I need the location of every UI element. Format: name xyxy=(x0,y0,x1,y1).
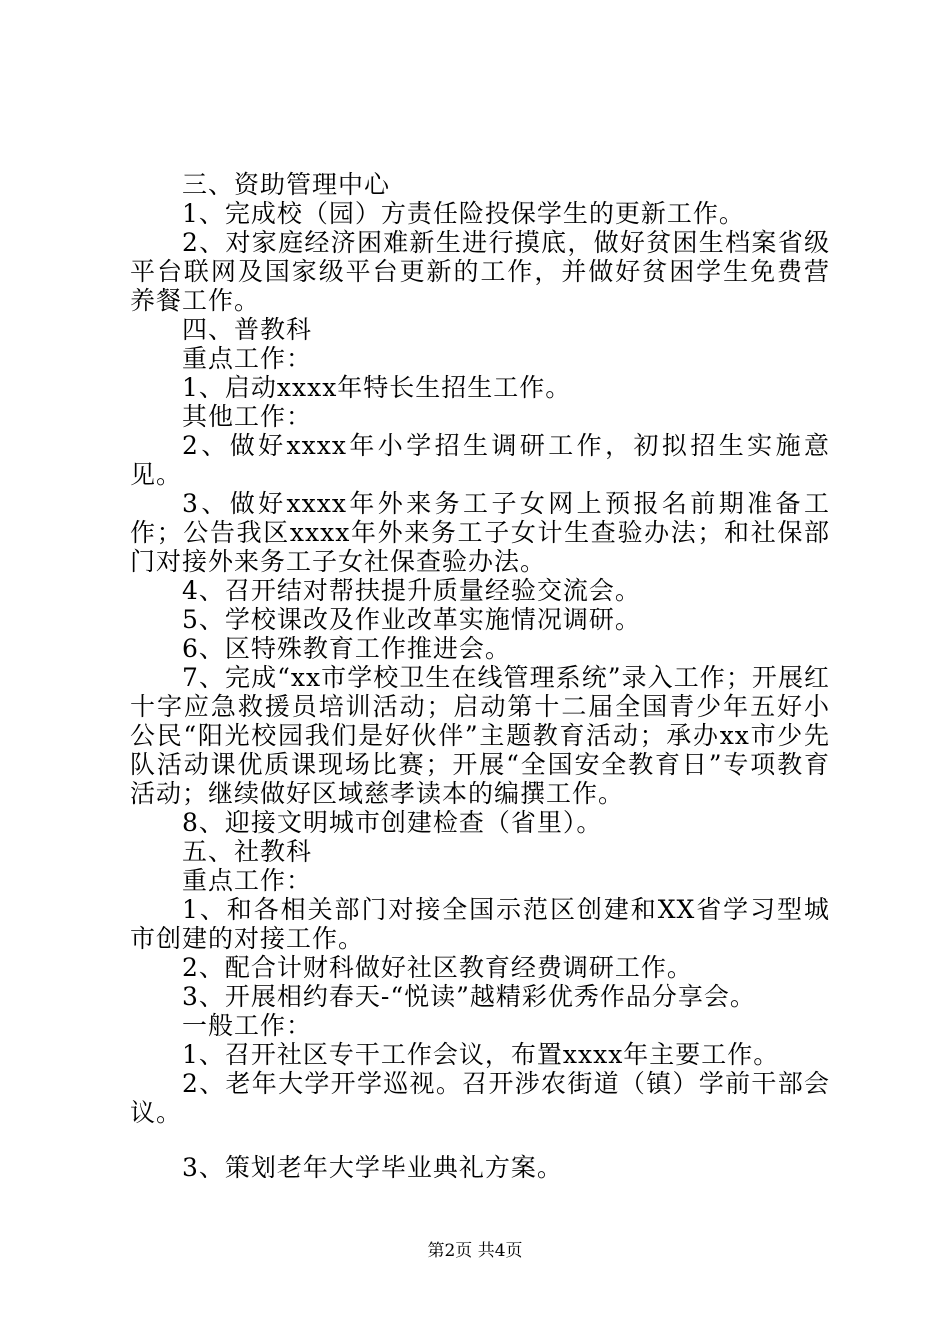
paragraph-item: 5、学校课改及作业改革实施情况调研。 xyxy=(182,605,641,634)
paragraph-item: 3、策划老年大学毕业典礼方案。 xyxy=(182,1153,563,1182)
paragraph-item: 7、完成“xx市学校卫生在线管理系统”录入工作；开展红十字应急救援员培训活动；启动第十二届全国青少年五好小公民“阳光校园我们是好伙伴”主题教育活动；承办xx市少先队活动课优质课现场比赛；开展“全国安全教育日”专项教育活动；继续做好区域慈孝读本的编撰工作。 xyxy=(130,663,830,808)
subheading-general-work: 一般工作： xyxy=(182,1011,313,1040)
paragraph-item: 6、区特殊教育工作推进会。 xyxy=(182,634,511,663)
paragraph-item: 1、召开社区专干工作会议，布置xxxx年主要工作。 xyxy=(182,1040,780,1069)
paragraph-item: 8、迎接文明城市创建检查（省里）。 xyxy=(182,808,603,837)
section-heading-general-education: 四、普教科 xyxy=(182,315,313,344)
subheading-other-work: 其他工作： xyxy=(182,402,313,431)
paragraph-item: 2、对家庭经济困难新生进行摸底，做好贫困生档案省级平台联网及国家级平台更新的工作，并做好贫困学生免费营养餐工作。 xyxy=(130,228,830,315)
paragraph-item: 4、召开结对帮扶提升质量经验交流会。 xyxy=(182,576,641,605)
paragraph-spacer xyxy=(130,1127,830,1153)
section-heading-social-education: 五、社教科 xyxy=(182,837,313,866)
paragraph-item: 1、启动xxxx年特长生招生工作。 xyxy=(182,373,572,402)
document-body xyxy=(130,170,830,1182)
paragraph-item: 3、开展相约春天-“悦读”越精彩优秀作品分享会。 xyxy=(182,982,756,1011)
subheading-key-work: 重点工作： xyxy=(182,344,313,373)
section-heading-subsidy-center: 三、资助管理中心 xyxy=(182,170,391,199)
page-number-footer: 第2页 共4页 xyxy=(427,1241,523,1261)
paragraph-item: 1、和各相关部门对接全国示范区创建和XX省学习型城市创建的对接工作。 xyxy=(130,895,830,953)
paragraph-item: 2、配合计财科做好社区教育经费调研工作。 xyxy=(182,953,693,982)
paragraph-item: 1、完成校（园）方责任险投保学生的更新工作。 xyxy=(182,199,745,228)
subheading-key-work: 重点工作： xyxy=(182,866,313,895)
paragraph-item: 2、老年大学开学巡视。召开涉农街道（镇）学前干部会议。 xyxy=(130,1069,830,1127)
paragraph-item: 3、做好xxxx年外来务工子女网上预报名前期准备工作；公告我区xxxx年外来务工子女计生查验办法；和社保部门对接外来务工子女社保查验办法。 xyxy=(130,489,830,576)
paragraph-item: 2、做好xxxx年小学招生调研工作，初拟招生实施意见。 xyxy=(130,431,830,489)
